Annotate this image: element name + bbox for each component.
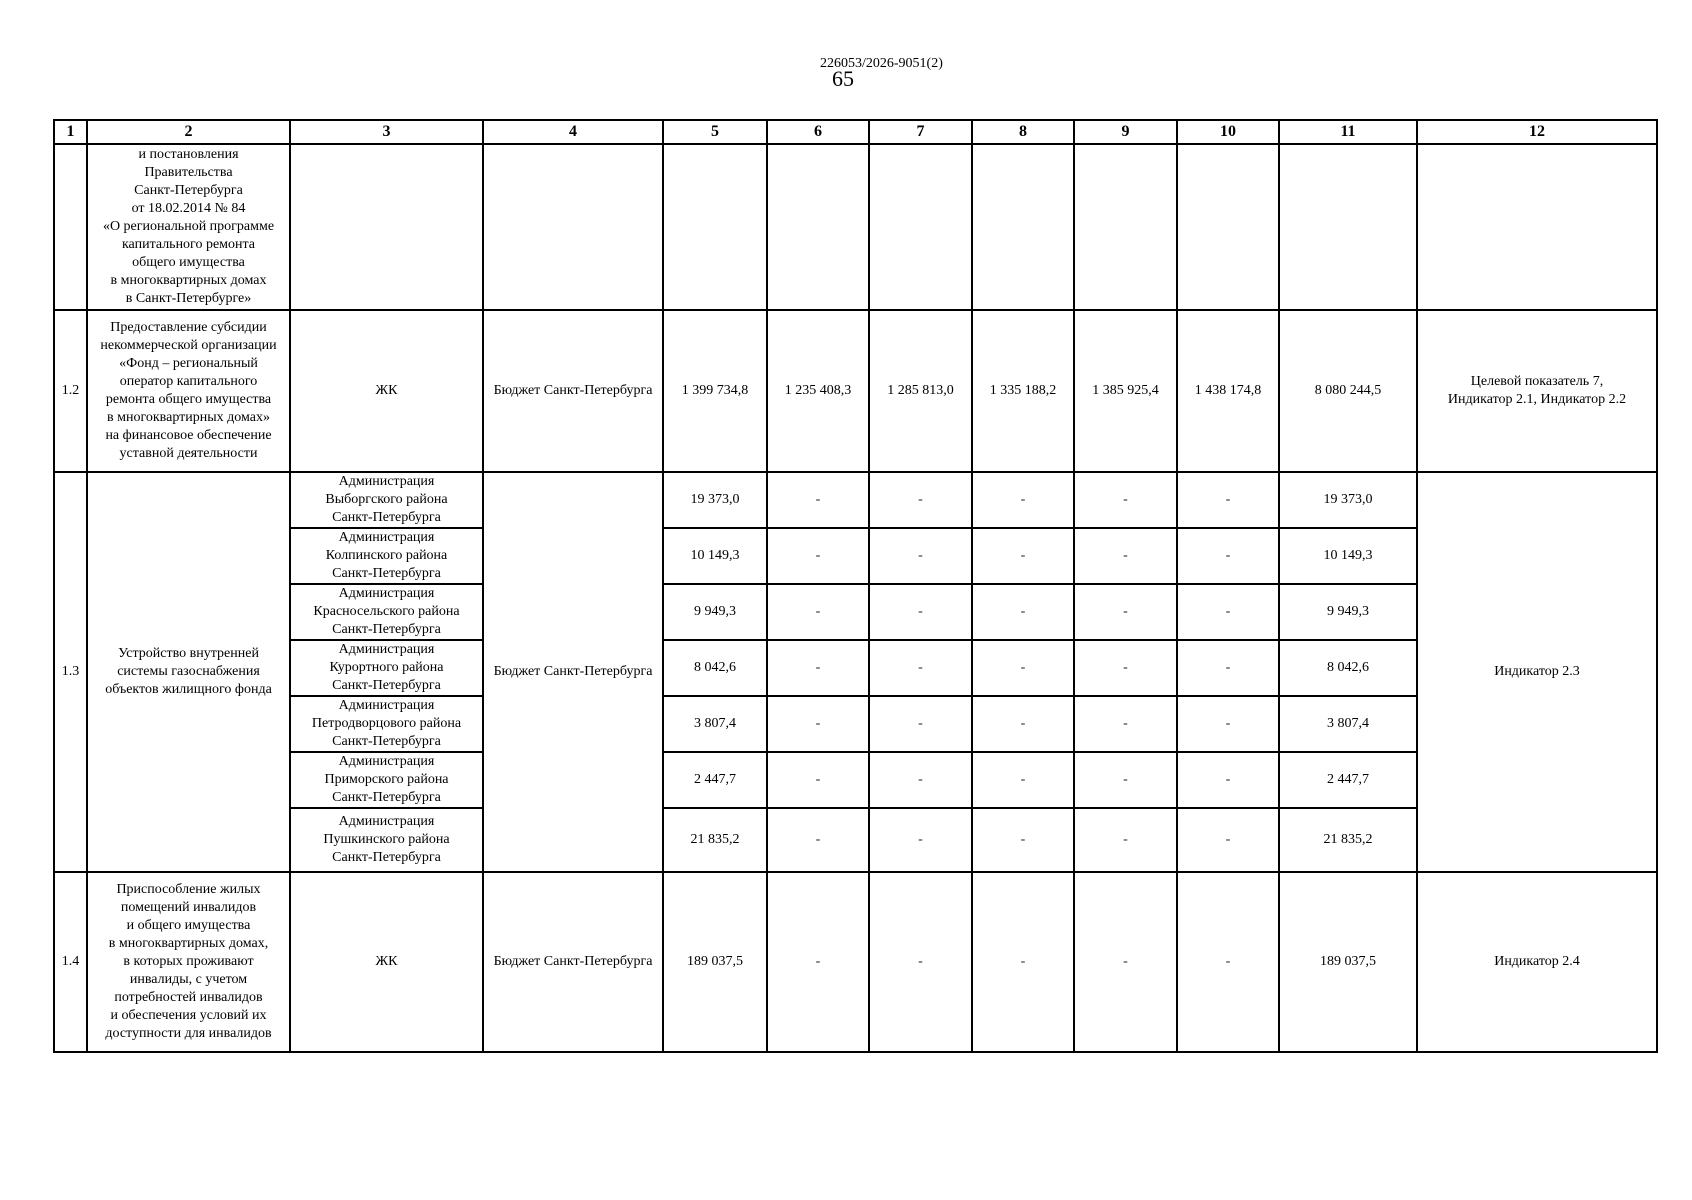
table-row — [54, 872, 1657, 1052]
value-cell: - — [1177, 696, 1279, 752]
program-table — [53, 119, 1658, 1053]
source-cell: Бюджет Санкт-Петербурга — [483, 310, 663, 472]
table-row — [54, 640, 1657, 696]
table-row — [54, 752, 1657, 808]
value-cell: - — [1074, 584, 1177, 640]
value-cell: 1 399 734,8 — [663, 310, 767, 472]
value-cell: 1 335 188,2 — [972, 310, 1074, 472]
empty-cell — [1417, 144, 1657, 310]
value-cell: - — [1074, 696, 1177, 752]
column-header: 7 — [869, 120, 972, 144]
source-cell: Бюджет Санкт-Петербурга — [483, 472, 663, 872]
value-cell: - — [1074, 808, 1177, 872]
executor-cell: Администрация Приморского района Санкт-Петербурга — [290, 752, 483, 808]
executor-cell: Администрация Выборгского района Санкт-Петербурга — [290, 472, 483, 528]
value-cell: - — [767, 752, 869, 808]
value-cell: - — [767, 584, 869, 640]
column-header: 5 — [663, 120, 767, 144]
empty-cell — [1074, 144, 1177, 310]
value-cell: 3 807,4 — [663, 696, 767, 752]
value-cell: 10 149,3 — [663, 528, 767, 584]
executor-cell: Администрация Курортного района Санкт-Петербурга — [290, 640, 483, 696]
column-header: 6 — [767, 120, 869, 144]
empty-cell — [972, 144, 1074, 310]
value-cell: - — [1177, 528, 1279, 584]
value-cell: 8 042,6 — [663, 640, 767, 696]
value-cell: 1 235 408,3 — [767, 310, 869, 472]
row-number: 1.4 — [54, 872, 87, 1052]
table-row — [54, 472, 1657, 528]
value-cell: - — [1074, 640, 1177, 696]
value-cell: 2 447,7 — [663, 752, 767, 808]
total-cell: 9 949,3 — [1279, 584, 1417, 640]
column-header: 10 — [1177, 120, 1279, 144]
total-cell: 21 835,2 — [1279, 808, 1417, 872]
executor-cell: Администрация Петродворцового района Санкт-Петербурга — [290, 696, 483, 752]
row-description: Приспособление жилых помещений инвалидов и общего имущества в многоквартирных домах, в которых проживают инвалиды, с учетом потребностей инвалидов и обеспечения условий их доступности для инвалидов — [87, 872, 290, 1052]
value-cell: - — [767, 696, 869, 752]
empty-cell — [290, 144, 483, 310]
value-cell: 1 385 925,4 — [1074, 310, 1177, 472]
value-cell: 21 835,2 — [663, 808, 767, 872]
total-cell: 19 373,0 — [1279, 472, 1417, 528]
value-cell: - — [869, 872, 972, 1052]
total-cell: 8 042,6 — [1279, 640, 1417, 696]
executor-cell: ЖК — [290, 872, 483, 1052]
value-cell: - — [869, 808, 972, 872]
value-cell: - — [869, 696, 972, 752]
total-cell: 2 447,7 — [1279, 752, 1417, 808]
column-header: 4 — [483, 120, 663, 144]
value-cell: - — [1177, 808, 1279, 872]
value-cell: - — [767, 528, 869, 584]
value-cell: - — [972, 640, 1074, 696]
executor-cell: Администрация Колпинского района Санкт-Петербурга — [290, 528, 483, 584]
value-cell: - — [1177, 872, 1279, 1052]
total-cell: 10 149,3 — [1279, 528, 1417, 584]
executor-cell: Администрация Красносельского района Санкт-Петербурга — [290, 584, 483, 640]
value-cell: 189 037,5 — [663, 872, 767, 1052]
row-description: Предоставление субсидии некоммерческой организации «Фонд – региональный оператор капитального ремонта общего имущества в многоквартирных домах» на финансовое обеспечение уставной деятельности — [87, 310, 290, 472]
empty-cell — [1177, 144, 1279, 310]
empty-cell — [1279, 144, 1417, 310]
column-header: 2 — [87, 120, 290, 144]
table-row — [54, 310, 1657, 472]
value-cell: - — [1177, 640, 1279, 696]
empty-cell — [483, 144, 663, 310]
total-cell: 3 807,4 — [1279, 696, 1417, 752]
indicator-cell: Индикатор 2.3 — [1417, 472, 1657, 872]
row-number: 1.2 — [54, 310, 87, 472]
row-number — [54, 144, 87, 310]
empty-cell — [767, 144, 869, 310]
page-header — [0, 52, 1692, 92]
value-cell: - — [767, 640, 869, 696]
value-cell: - — [1074, 528, 1177, 584]
value-cell: - — [767, 808, 869, 872]
empty-cell — [869, 144, 972, 310]
table-row — [54, 528, 1657, 584]
value-cell: 9 949,3 — [663, 584, 767, 640]
table-row — [54, 144, 1657, 310]
column-number-row — [54, 120, 1657, 144]
page-number: 65 — [832, 66, 854, 91]
row-description: и постановления Правительства Санкт-Петербурга от 18.02.2014 № 84 «О региональной программе капитального ремонта общего имущества в многоквартирных домах в Санкт-Петербурге» — [87, 144, 290, 310]
column-header: 9 — [1074, 120, 1177, 144]
value-cell: - — [972, 584, 1074, 640]
column-header: 12 — [1417, 120, 1657, 144]
row-description: Устройство внутренней системы газоснабжения объектов жилищного фонда — [87, 472, 290, 872]
table-row — [54, 808, 1657, 872]
executor-cell: ЖК — [290, 310, 483, 472]
value-cell: - — [1074, 872, 1177, 1052]
column-header: 8 — [972, 120, 1074, 144]
value-cell: - — [869, 640, 972, 696]
executor-cell: Администрация Пушкинского района Санкт-Петербурга — [290, 808, 483, 872]
value-cell: - — [869, 752, 972, 808]
column-header: 11 — [1279, 120, 1417, 144]
indicator-cell: Индикатор 2.4 — [1417, 872, 1657, 1052]
value-cell: - — [972, 752, 1074, 808]
total-cell: 8 080 244,5 — [1279, 310, 1417, 472]
value-cell: - — [972, 528, 1074, 584]
value-cell: 1 285 813,0 — [869, 310, 972, 472]
indicator-cell: Целевой показатель 7, Индикатор 2.1, Индикатор 2.2 — [1417, 310, 1657, 472]
value-cell: - — [972, 472, 1074, 528]
table-row — [54, 696, 1657, 752]
value-cell: - — [1074, 752, 1177, 808]
row-number: 1.3 — [54, 472, 87, 872]
value-cell: - — [972, 872, 1074, 1052]
value-cell: - — [767, 472, 869, 528]
document-id: 226053/2026-9051(2) — [820, 56, 943, 71]
value-cell: - — [1177, 752, 1279, 808]
value-cell: - — [1177, 472, 1279, 528]
value-cell: - — [869, 472, 972, 528]
value-cell: - — [869, 528, 972, 584]
table-row — [54, 584, 1657, 640]
empty-cell — [663, 144, 767, 310]
value-cell: - — [972, 696, 1074, 752]
value-cell: - — [1074, 472, 1177, 528]
value-cell: - — [1177, 584, 1279, 640]
column-header: 3 — [290, 120, 483, 144]
total-cell: 189 037,5 — [1279, 872, 1417, 1052]
value-cell: 19 373,0 — [663, 472, 767, 528]
value-cell: - — [869, 584, 972, 640]
value-cell: - — [767, 872, 869, 1052]
value-cell: - — [972, 808, 1074, 872]
column-header: 1 — [54, 120, 87, 144]
source-cell: Бюджет Санкт-Петербурга — [483, 872, 663, 1052]
value-cell: 1 438 174,8 — [1177, 310, 1279, 472]
